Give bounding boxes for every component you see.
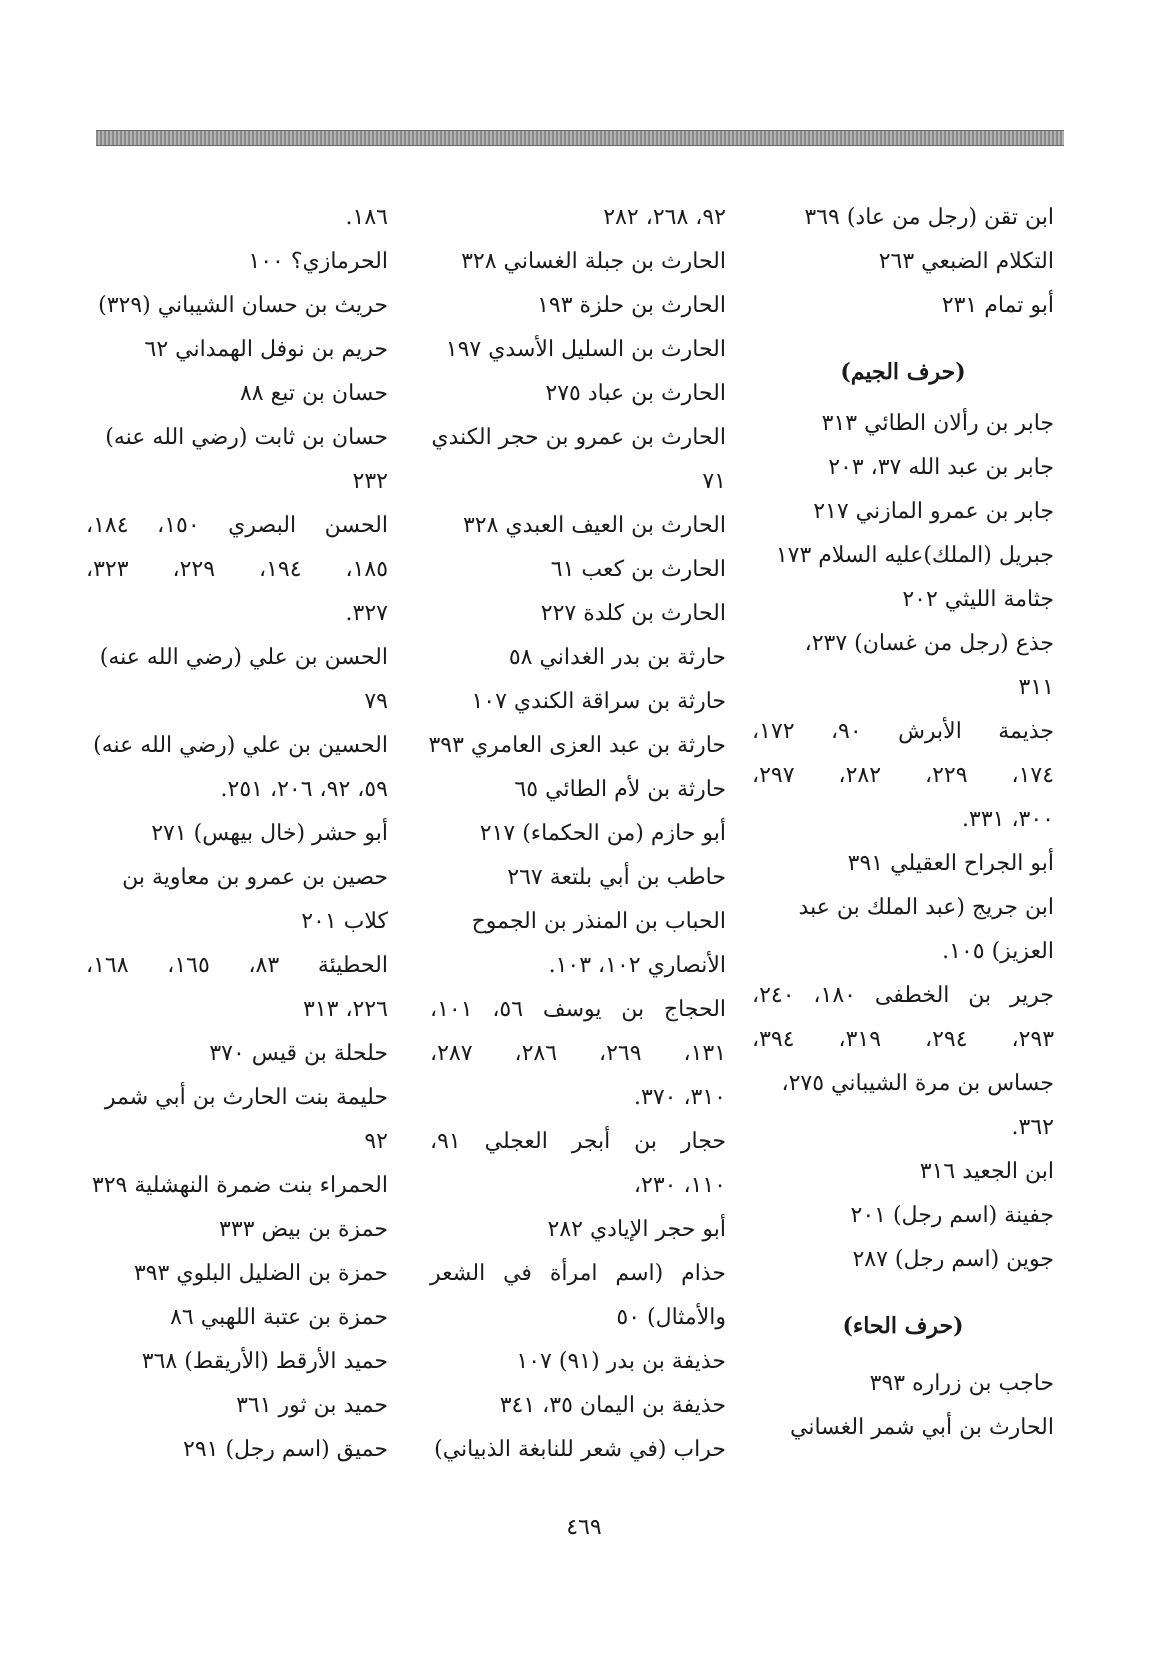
index-entry-line: ٣٠٠، ٣٣١. xyxy=(962,807,1054,832)
index-entry-line: ٢٣٢ xyxy=(352,469,388,494)
index-column-right xyxy=(752,196,1054,1450)
index-entry-line: ٣١١ xyxy=(1018,675,1054,700)
index-entry-line: جرير بن الخطفى ١٨٠، ٢٤٠، xyxy=(752,983,1054,1008)
index-entry-line: الحطيئة ٨٣، ١٦٥، ١٦٨، xyxy=(86,953,388,978)
index-entry-line: الحارث بن حلزة ١٩٣ xyxy=(537,293,726,318)
index-entry-line: العزيز) ١٠٥. xyxy=(942,939,1054,964)
index-entry-line: الحرمازي؟ ١٠٠ xyxy=(248,249,388,274)
index-entry-line: الحارث بن العيف العبدي ٣٢٨ xyxy=(462,513,726,538)
index-entry-line: حاجب بن زراره ٣٩٣ xyxy=(869,1371,1054,1396)
index-entry-line: ١٨٥، ١٩٤، ٢٢٩، ٣٢٣، xyxy=(86,557,389,582)
index-entry-line: جابر بن عبد الله ٣٧، ٢٠٣ xyxy=(828,455,1054,480)
index-entry-line: حميق (اسم رجل) ٢٩١ xyxy=(183,1437,388,1462)
index-entry-line: حسان بن تبع ٨٨ xyxy=(239,381,388,406)
index-entry-line: ١٨٦. xyxy=(345,205,388,230)
index-entry-line: الحسين بن علي (رضي الله عنه) xyxy=(93,733,388,758)
index-entry-line: الحسن البصري ١٥٠، ١٨٤، xyxy=(86,513,388,538)
index-column-left xyxy=(86,196,388,1472)
index-entry-line: حذام (اسم امرأة في الشعر xyxy=(430,1261,726,1286)
index-entry-line: ٧١ xyxy=(702,469,726,494)
index-entry-line: الحارث بن جبلة الغساني ٣٢٨ xyxy=(461,249,726,274)
index-entry-line: جذع (رجل من غسان) ٢٣٧، xyxy=(804,631,1054,656)
index-entry-line: ١٣١، ٢٦٩، ٢٨٦، ٢٨٧، xyxy=(430,1041,727,1066)
index-entry-line: ٥٩، ٩٢، ٢٠٦، ٢٥١. xyxy=(220,777,388,802)
index-entry-line: حلحلة بن قيس ٣٧٠ xyxy=(209,1041,388,1066)
left-entries xyxy=(86,196,388,1472)
index-entry-line: ٢٢٦، ٣١٣ xyxy=(303,997,388,1022)
index-entry-line: حراب (في شعر للنابغة الذبياني) xyxy=(434,1437,726,1462)
index-entry-line: أبو حازم (من الحكماء) ٢١٧ xyxy=(479,821,726,846)
middle-entries xyxy=(430,196,726,1472)
index-entry-line: أبو الجراح العقيلي ٣٩١ xyxy=(847,851,1054,876)
index-entry-line: أبو تمام ٢٣١ xyxy=(941,293,1054,318)
index-entry-line: جوين (اسم رجل) ٢٨٧ xyxy=(852,1247,1054,1272)
index-entry-line: كلاب ٢٠١ xyxy=(301,909,388,934)
index-entry-line: التكلام الضبعي ٢٦٣ xyxy=(878,249,1054,274)
index-entry-line: الحسن بن علي (رضي الله عنه) xyxy=(99,645,388,670)
index-entry-line: جبريل (الملك)عليه السلام ١٧٣ xyxy=(775,543,1054,568)
index-entry-line: حليمة بنت الحارث بن أبي شمر xyxy=(104,1085,388,1110)
section-heading-haa: (حرف الحاء) xyxy=(842,1313,964,1339)
index-entry-line: الحمراء بنت ضمرة النهشلية ٣٢٩ xyxy=(91,1173,388,1198)
index-entry-line: ١٧٤، ٢٢٩، ٢٨٢، ٢٩٧، xyxy=(752,763,1055,788)
index-entry-line: ٣١٠، ٣٧٠. xyxy=(634,1085,726,1110)
right-haa-entries xyxy=(752,1362,1054,1450)
index-entry-line: جفينة (اسم رجل) ٢٠١ xyxy=(850,1203,1054,1228)
index-entry-line: والأمثال) ٥٠ xyxy=(616,1305,726,1330)
index-entry-line: جابر بن عمرو المازني ٢١٧ xyxy=(813,499,1054,524)
index-entry-line: الحارث بن كعب ٦١ xyxy=(550,557,726,582)
header-rule xyxy=(96,130,1064,146)
index-entry-line: حمزة بن بيض ٣٣٣ xyxy=(219,1217,388,1242)
index-entry-line: حارثة بن عبد العزى العامري ٣٩٣ xyxy=(428,733,726,758)
index-entry-line: حارثة بن سراقة الكندي ١٠٧ xyxy=(471,689,726,714)
index-entry-line: حمزة بن عتبة اللهبي ٨٦ xyxy=(170,1305,388,1330)
index-entry-line: الحارث بن عباد ٢٧٥ xyxy=(545,381,726,406)
index-entry-line: الحارث بن كلدة ٢٢٧ xyxy=(540,601,726,626)
index-entry-line: حريث بن حسان الشيباني (٣٢٩) xyxy=(98,293,388,318)
section-heading-jeem: (حرف الجيم) xyxy=(840,359,966,385)
index-entry-line: الأنصاري ١٠٢، ١٠٣. xyxy=(548,953,726,978)
index-entry-line: حميد الأرقط (الأريقط) ٣٦٨ xyxy=(141,1349,388,1374)
right-jeem-entries xyxy=(752,402,1054,1282)
index-entry-line: ابن الجعيد ٣١٦ xyxy=(919,1159,1054,1184)
index-entry-line: جثامة الليثي ٢٠٢ xyxy=(902,587,1054,612)
index-entry-line: حاطب بن أبي بلتعة ٢٦٧ xyxy=(507,865,726,890)
index-entry-line: الحارث بن أبي شمر الغساني xyxy=(790,1415,1054,1440)
index-entry-line: ٧٩ xyxy=(364,689,388,714)
index-entry-line: ابن جريج (عبد الملك بن عبد xyxy=(798,895,1054,920)
index-entry-line: الحجاج بن يوسف ٥٦، ١٠١، xyxy=(430,997,727,1022)
index-entry-line: ٩٢، ٢٦٨، ٢٨٢ xyxy=(603,205,726,230)
index-entry-line: جابر بن رألان الطائي ٣١٣ xyxy=(821,411,1054,436)
index-column-middle xyxy=(430,196,726,1472)
right-top-entries xyxy=(752,196,1054,328)
index-entry-line: الحباب بن المنذر بن الجموح xyxy=(471,909,726,934)
index-entry-line: حمزة بن الضليل البلوي ٣٩٣ xyxy=(133,1261,388,1286)
index-entry-line: الحارث بن عمرو بن حجر الكندي xyxy=(431,425,726,450)
index-entry-line: حجار بن أبجر العجلي ٩١، xyxy=(430,1129,726,1154)
index-entry-line: حذيفة بن اليمان ٣٥، ٣٤١ xyxy=(499,1393,726,1418)
page-number: ٤٦٩ xyxy=(566,1515,602,1540)
index-entry-line: حميد بن ثور ٣٦١ xyxy=(236,1393,388,1418)
index-entry-line: جساس بن مرة الشيباني ٢٧٥، xyxy=(781,1071,1054,1096)
index-entry-line: أبو حشر (خال بيهس) ٢٧١ xyxy=(151,821,388,846)
index-entry-line: حسان بن ثابت (رضي الله عنه) xyxy=(105,425,388,450)
index-entry-line: أبو حجر الإيادي ٢٨٢ xyxy=(547,1217,726,1242)
index-entry-line: جذيمة الأبرش ٩٠، ١٧٢، xyxy=(752,719,1055,744)
index-entry-line: الحارث بن السليل الأسدي ١٩٧ xyxy=(445,337,726,362)
index-entry-line: ١١٠، ٢٣٠، xyxy=(633,1173,726,1198)
index-entry-line: ابن تقن (رجل من عاد) ٣٦٩ xyxy=(804,205,1054,230)
index-entry-line: حصين بن عمرو بن معاوية بن xyxy=(122,865,388,890)
index-entry-line: ٢٩٣، ٢٩٤، ٣١٩، ٣٩٤، xyxy=(752,1027,1055,1052)
index-entry-line: ٣٢٧. xyxy=(345,601,388,626)
index-entry-line: ٣٦٢. xyxy=(1011,1115,1054,1140)
index-entry-line: حذيفة بن بدر (٩١) ١٠٧ xyxy=(516,1349,726,1374)
index-entry-line: حارثة بن لأم الطائي ٦٥ xyxy=(514,777,726,802)
index-entry-line: ٩٢ xyxy=(364,1129,388,1154)
index-entry-line: حريم بن نوفل الهمداني ٦٢ xyxy=(144,337,388,362)
index-entry-line: حارثة بن بدر الغداني ٥٨ xyxy=(508,645,726,670)
